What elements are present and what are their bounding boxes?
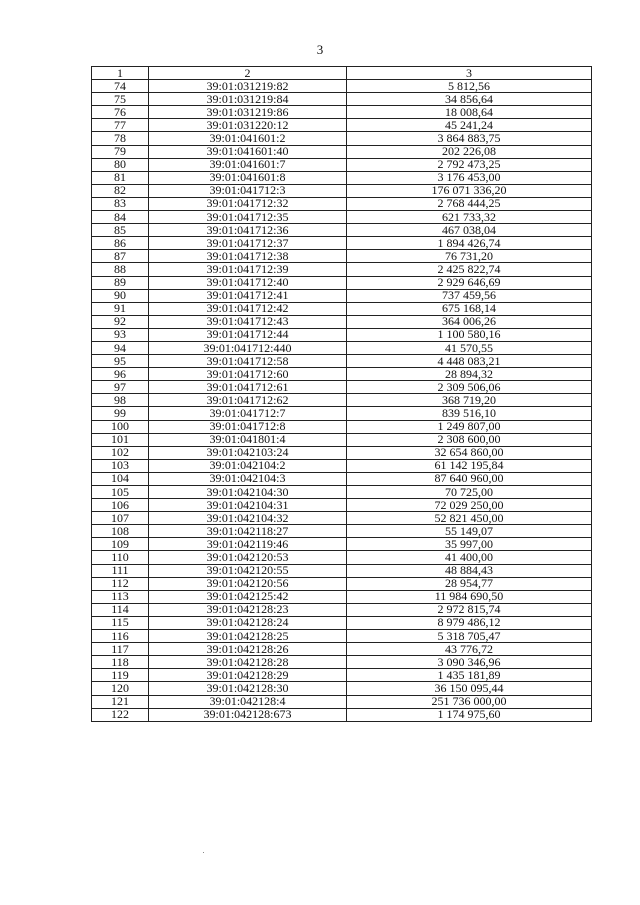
cadastral-value-cell: 2 768 444,25: [347, 197, 592, 210]
cadastral-value-cell: 2 309 506,06: [347, 381, 592, 394]
row-number-cell: 90: [92, 289, 149, 302]
cadastral-value-cell: 675 168,14: [347, 302, 592, 315]
table-row: [92, 682, 592, 695]
table-row: [92, 171, 592, 184]
row-number-cell: 122: [92, 708, 149, 721]
cadastral-value-cell: 2 972 815,74: [347, 603, 592, 616]
page-number: 3: [316, 42, 324, 57]
cadastral-number-cell: 39:01:041712:37: [149, 237, 347, 250]
cadastral-number-cell: 39:01:042104:2: [149, 459, 347, 472]
row-number-cell: 102: [92, 446, 149, 459]
row-number-cell: 82: [92, 184, 149, 197]
table-row: [92, 472, 592, 485]
row-number-cell: 80: [92, 158, 149, 171]
table-row: [92, 577, 592, 590]
cadastral-value-cell: 35 997,00: [347, 538, 592, 551]
table-row: [92, 315, 592, 328]
table-row: [92, 695, 592, 708]
cadastral-value-cell: 2 308 600,00: [347, 433, 592, 446]
column-header-number: 1: [92, 67, 149, 80]
cadastral-value-cell: 41 400,00: [347, 551, 592, 564]
table-row: [92, 328, 592, 341]
row-number-cell: 120: [92, 682, 149, 695]
cadastral-number-cell: 39:01:042120:53: [149, 551, 347, 564]
table-row: [92, 630, 592, 643]
column-header-value: 3: [347, 67, 592, 80]
row-number-cell: 116: [92, 630, 149, 643]
row-number-cell: 97: [92, 381, 149, 394]
table-row: [92, 184, 592, 197]
row-number-cell: 75: [92, 93, 149, 106]
row-number-cell: 99: [92, 407, 149, 420]
cadastral-number-cell: 39:01:042104:31: [149, 499, 347, 512]
cadastral-number-cell: 39:01:041712:44: [149, 328, 347, 341]
row-number-cell: 110: [92, 551, 149, 564]
row-number-cell: 121: [92, 695, 149, 708]
cadastral-value-cell: 55 149,07: [347, 525, 592, 538]
cadastral-number-cell: 39:01:041712:61: [149, 381, 347, 394]
table-row: [92, 381, 592, 394]
cadastral-number-cell: 39:01:042128:673: [149, 708, 347, 721]
table-row: [92, 420, 592, 433]
table-row: [92, 433, 592, 446]
cadastral-number-cell: 39:01:042104:32: [149, 512, 347, 525]
cadastral-number-cell: 39:01:041712:8: [149, 420, 347, 433]
table-row: [92, 263, 592, 276]
table-row: [92, 341, 592, 354]
cadastral-value-cell: 28 894,32: [347, 368, 592, 381]
cadastral-number-cell: 39:01:041801:4: [149, 433, 347, 446]
cadastral-value-cell: 32 654 860,00: [347, 446, 592, 459]
table-row: [92, 250, 592, 263]
table-row: [92, 276, 592, 289]
cadastral-number-cell: 39:01:041601:40: [149, 145, 347, 158]
cadastral-number-cell: 39:01:042128:28: [149, 656, 347, 669]
row-number-cell: 94: [92, 341, 149, 354]
table-row: [92, 80, 592, 93]
table-body: [92, 80, 592, 722]
row-number-cell: 77: [92, 119, 149, 132]
row-number-cell: 108: [92, 525, 149, 538]
table-row: [92, 368, 592, 381]
cadastral-number-cell: 39:01:041712:3: [149, 184, 347, 197]
table-row: [92, 106, 592, 119]
table-row: [92, 158, 592, 171]
cadastral-value-cell: 18 008,64: [347, 106, 592, 119]
table-row: [92, 394, 592, 407]
cadastral-number-cell: 39:01:041712:35: [149, 211, 347, 224]
cadastral-value-cell: 621 733,32: [347, 211, 592, 224]
cadastral-value-cell: 1 100 580,16: [347, 328, 592, 341]
cadastral-number-cell: 39:01:041712:440: [149, 341, 347, 354]
row-number-cell: 89: [92, 276, 149, 289]
row-number-cell: 92: [92, 315, 149, 328]
cadastral-number-cell: 39:01:042128:29: [149, 669, 347, 682]
cadastral-value-cell: 2 929 646,69: [347, 276, 592, 289]
row-number-cell: 85: [92, 224, 149, 237]
cadastral-number-cell: 39:01:041712:32: [149, 197, 347, 210]
row-number-cell: 98: [92, 394, 149, 407]
table-row: [92, 237, 592, 250]
cadastral-value-cell: 28 954,77: [347, 577, 592, 590]
cadastral-number-cell: 39:01:031219:82: [149, 80, 347, 93]
cadastral-number-cell: 39:01:042120:55: [149, 564, 347, 577]
scan-speck: [203, 852, 204, 853]
cadastral-number-cell: 39:01:042120:56: [149, 577, 347, 590]
row-number-cell: 112: [92, 577, 149, 590]
cadastral-number-cell: 39:01:041712:41: [149, 289, 347, 302]
cadastral-value-cell: 76 731,20: [347, 250, 592, 263]
cadastral-number-cell: 39:01:042128:25: [149, 630, 347, 643]
cadastral-number-cell: 39:01:041601:2: [149, 132, 347, 145]
cadastral-number-cell: 39:01:041712:60: [149, 368, 347, 381]
cadastral-number-cell: 39:01:042104:3: [149, 472, 347, 485]
table-row: [92, 616, 592, 629]
cadastral-value-cell: 3 176 453,00: [347, 171, 592, 184]
cadastral-value-cell: 87 640 960,00: [347, 472, 592, 485]
row-number-cell: 117: [92, 643, 149, 656]
cadastral-value-cell: 5 318 705,47: [347, 630, 592, 643]
cadastral-number-cell: 39:01:042128:30: [149, 682, 347, 695]
cadastral-number-cell: 39:01:042118:27: [149, 525, 347, 538]
cadastral-number-cell: 39:01:041712:36: [149, 224, 347, 237]
cadastral-value-cell: 72 029 250,00: [347, 499, 592, 512]
row-number-cell: 95: [92, 355, 149, 368]
table-row: [92, 302, 592, 315]
table-row: [92, 486, 592, 499]
table-row: [92, 197, 592, 210]
cadastral-value-cell: 48 884,43: [347, 564, 592, 577]
cadastral-value-cell: 61 142 195,84: [347, 459, 592, 472]
row-number-cell: 79: [92, 145, 149, 158]
cadastral-number-cell: 39:01:041712:38: [149, 250, 347, 263]
table-row: [92, 132, 592, 145]
cadastral-number-cell: 39:01:031219:84: [149, 93, 347, 106]
cadastral-value-cell: 467 038,04: [347, 224, 592, 237]
cadastral-number-cell: 39:01:031220:12: [149, 119, 347, 132]
cadastral-number-cell: 39:01:042104:30: [149, 486, 347, 499]
row-number-cell: 84: [92, 211, 149, 224]
cadastral-number-cell: 39:01:041601:8: [149, 171, 347, 184]
table-row: [92, 499, 592, 512]
row-number-cell: 105: [92, 486, 149, 499]
cadastral-number-cell: 39:01:041601:7: [149, 158, 347, 171]
cadastral-value-cell: 251 736 000,00: [347, 695, 592, 708]
cadastral-value-cell: 839 516,10: [347, 407, 592, 420]
cadastral-value-cell: 2 792 473,25: [347, 158, 592, 171]
cadastral-value-cell: 41 570,55: [347, 341, 592, 354]
table-row: [92, 708, 592, 721]
cadastral-number-cell: 39:01:041712:39: [149, 263, 347, 276]
row-number-cell: 104: [92, 472, 149, 485]
table-row: [92, 643, 592, 656]
cadastral-value-cell: 2 425 822,74: [347, 263, 592, 276]
row-number-cell: 81: [92, 171, 149, 184]
row-number-cell: 83: [92, 197, 149, 210]
cadastral-value-cell: 3 864 883,75: [347, 132, 592, 145]
cadastral-value-cell: 45 241,24: [347, 119, 592, 132]
table-row: [92, 355, 592, 368]
table-row: [92, 224, 592, 237]
cadastral-number-cell: 39:01:041712:43: [149, 315, 347, 328]
cadastral-value-cell: 1 174 975,60: [347, 708, 592, 721]
cadastral-number-cell: 39:01:042128:4: [149, 695, 347, 708]
row-number-cell: 107: [92, 512, 149, 525]
row-number-cell: 118: [92, 656, 149, 669]
cadastral-number-cell: 39:01:042128:26: [149, 643, 347, 656]
row-number-cell: 76: [92, 106, 149, 119]
table-row: [92, 211, 592, 224]
cadastral-value-cell: 36 150 095,44: [347, 682, 592, 695]
cadastral-value-cell: 202 226,08: [347, 145, 592, 158]
table-row: [92, 564, 592, 577]
cadastral-number-cell: 39:01:041712:62: [149, 394, 347, 407]
row-number-cell: 96: [92, 368, 149, 381]
cadastral-number-cell: 39:01:041712:40: [149, 276, 347, 289]
row-number-cell: 88: [92, 263, 149, 276]
cadastral-number-cell: 39:01:042128:24: [149, 616, 347, 629]
column-header-cadastral-number: 2: [149, 67, 347, 80]
cadastral-value-cell: 368 719,20: [347, 394, 592, 407]
table-row: [92, 538, 592, 551]
cadastral-number-cell: 39:01:042125:42: [149, 590, 347, 603]
row-number-cell: 103: [92, 459, 149, 472]
row-number-cell: 74: [92, 80, 149, 93]
row-number-cell: 111: [92, 564, 149, 577]
table-row: [92, 289, 592, 302]
cadastral-value-cell: 70 725,00: [347, 486, 592, 499]
row-number-cell: 109: [92, 538, 149, 551]
cadastral-value-cell: 364 006,26: [347, 315, 592, 328]
cadastral-value-cell: 1 435 181,89: [347, 669, 592, 682]
cadastral-number-cell: 39:01:042128:23: [149, 603, 347, 616]
cadastral-number-cell: 39:01:042119:46: [149, 538, 347, 551]
cadastral-number-cell: 39:01:042103:24: [149, 446, 347, 459]
cadastral-value-cell: 34 856,64: [347, 93, 592, 106]
cadastral-value-cell: 1 249 807,00: [347, 420, 592, 433]
row-number-cell: 106: [92, 499, 149, 512]
row-number-cell: 115: [92, 616, 149, 629]
row-number-cell: 113: [92, 590, 149, 603]
table-row: [92, 512, 592, 525]
cadastral-value-cell: 4 448 083,21: [347, 355, 592, 368]
cadastral-value-cell: 1 894 426,74: [347, 237, 592, 250]
row-number-cell: 114: [92, 603, 149, 616]
table-row: [92, 603, 592, 616]
cadastral-value-table: [91, 66, 592, 722]
table-row: [92, 551, 592, 564]
table-row: [92, 656, 592, 669]
table-header-row: [92, 67, 592, 80]
table-row: [92, 669, 592, 682]
row-number-cell: 78: [92, 132, 149, 145]
table-row: [92, 446, 592, 459]
cadastral-value-cell: 176 071 336,20: [347, 184, 592, 197]
cadastral-value-cell: 5 812,56: [347, 80, 592, 93]
cadastral-value-cell: 43 776,72: [347, 643, 592, 656]
cadastral-value-cell: 737 459,56: [347, 289, 592, 302]
row-number-cell: 91: [92, 302, 149, 315]
cadastral-number-cell: 39:01:041712:42: [149, 302, 347, 315]
row-number-cell: 119: [92, 669, 149, 682]
table-row: [92, 459, 592, 472]
table-row: [92, 590, 592, 603]
table-row: [92, 93, 592, 106]
cadastral-value-cell: 3 090 346,96: [347, 656, 592, 669]
cadastral-number-cell: 39:01:031219:86: [149, 106, 347, 119]
cadastral-number-cell: 39:01:041712:58: [149, 355, 347, 368]
table-row: [92, 145, 592, 158]
cadastral-value-cell: 8 979 486,12: [347, 616, 592, 629]
cadastral-number-cell: 39:01:041712:7: [149, 407, 347, 420]
cadastral-value-cell: 11 984 690,50: [347, 590, 592, 603]
table-row: [92, 119, 592, 132]
row-number-cell: 87: [92, 250, 149, 263]
table-row: [92, 407, 592, 420]
cadastral-value-cell: 52 821 450,00: [347, 512, 592, 525]
row-number-cell: 86: [92, 237, 149, 250]
row-number-cell: 93: [92, 328, 149, 341]
table-row: [92, 525, 592, 538]
row-number-cell: 100: [92, 420, 149, 433]
row-number-cell: 101: [92, 433, 149, 446]
